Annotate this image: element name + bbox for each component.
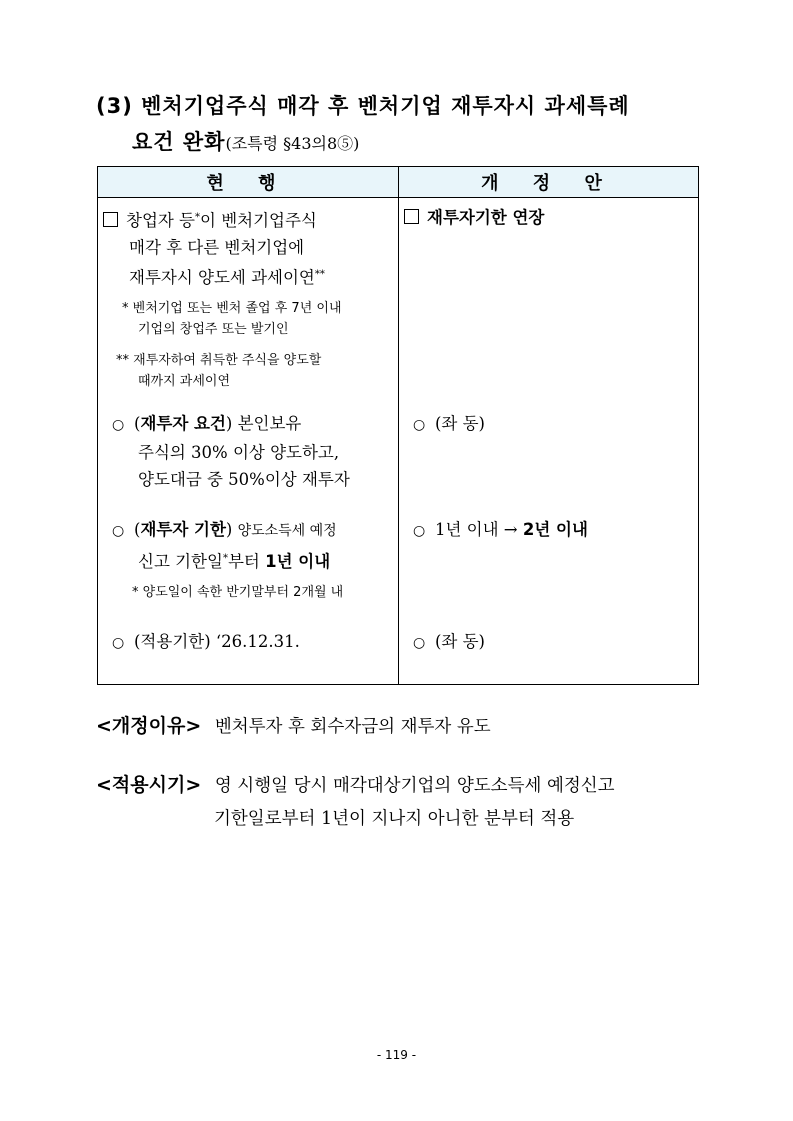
reason-section — [96, 710, 491, 744]
comparison-table — [97, 166, 699, 685]
apply-time-section — [96, 769, 615, 836]
apply-time-line1: 영 시행일 당시 매각대상기업의 양도소득세 예정신고 — [214, 776, 615, 796]
circle-bullet-icon: ○ — [112, 635, 125, 651]
current-requirement: ○ (재투자 요건) 본인보유 주식의 30% 이상 양도하고, 양도대금 중 50%이상 재투자 — [112, 414, 350, 489]
section-heading — [96, 88, 736, 162]
apply-time-label: <적용시기> — [96, 774, 202, 796]
current-cell — [98, 198, 399, 685]
apply-time-line2: 기한일로부터 1년이 지나지 아니한 분부터 적용 — [214, 809, 575, 829]
current-note2: ** 재투자하여 취득한 주식을 양도할 때까지 과세이연 — [116, 353, 322, 389]
reason-label: <개정이유> — [96, 715, 202, 737]
circle-bullet-icon: ○ — [112, 523, 125, 539]
proposed-period: ○ 1년 이내 → 2년 이내 — [413, 516, 588, 545]
current-period-note: * 양도일이 속한 반기말부터 2개월 내 — [132, 585, 344, 600]
proposed-main: 재투자기한 연장 — [404, 204, 544, 231]
reason-text: 벤처투자 후 회수자금의 재투자 유도 — [214, 717, 491, 737]
current-note1: * 벤처기업 또는 벤처 졸업 후 7년 이내 기업의 창업주 또는 발기인 — [122, 301, 342, 337]
current-apply: ○ (적용기한) ‘26.12.31. — [112, 628, 300, 657]
proposed-same2: ○ (좌 동) — [413, 628, 485, 657]
heading-line2: 요건 완화 — [132, 130, 226, 154]
heading-line1: (3) 벤처기업주식 매각 후 벤처기업 재투자시 과세특례 — [96, 94, 630, 118]
circle-bullet-icon: ○ — [112, 417, 125, 433]
proposed-same1: ○ (좌 동) — [413, 410, 485, 439]
page-number: - 119 - — [376, 1048, 417, 1062]
heading-ref: (조특령 §43의8⑤) — [225, 134, 360, 153]
proposed-cell — [399, 198, 699, 685]
current-period: ○ (재투자 기한) 양도소득세 예정 신고 기한일*부터 1년 이내 — [112, 520, 337, 571]
checkbox-square-icon — [404, 209, 419, 224]
circle-bullet-icon: ○ — [413, 635, 426, 651]
header-proposed: 개 정 안 — [399, 167, 699, 198]
circle-bullet-icon: ○ — [413, 523, 426, 539]
circle-bullet-icon: ○ — [413, 417, 426, 433]
checkbox-square-icon — [103, 212, 118, 227]
current-main: 창업자 등*이 벤처기업주식 매각 후 다른 벤처기업에 재투자시 양도세 과세이연** — [103, 204, 325, 291]
header-current: 현 행 — [98, 167, 399, 198]
